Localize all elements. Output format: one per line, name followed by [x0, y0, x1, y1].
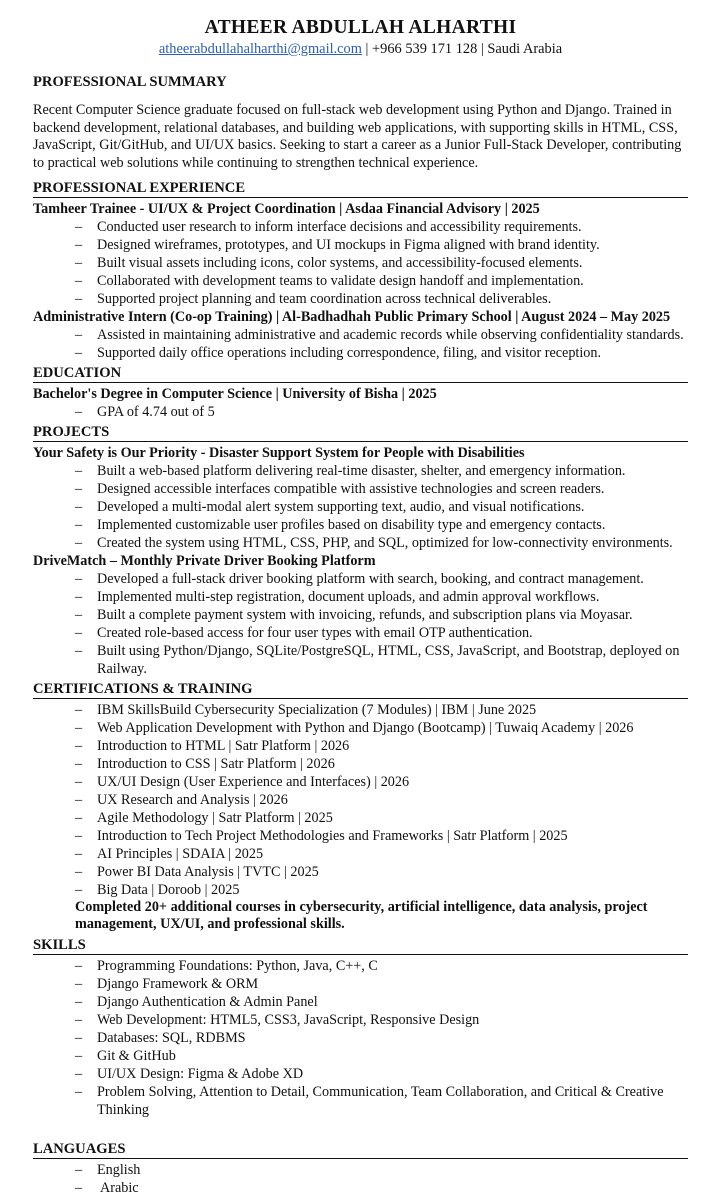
summary-heading: PROFESSIONAL SUMMARY [33, 74, 227, 90]
list-item: – Problem Solving, Attention to Detail, Communication, Team Collaboration, and Critical & Creative Thinking [33, 1083, 688, 1119]
list-item: – Conducted user research to inform interface decisions and accessibility requirements. [33, 218, 688, 236]
job-bullets [33, 218, 688, 308]
projects-section [33, 424, 688, 678]
skills-section [33, 937, 688, 1119]
list-item: – GPA of 4.74 out of 5 [33, 403, 688, 421]
list-item: – Big Data | Doroob | 2025 [33, 881, 688, 899]
list-item: – Django Framework & ORM [33, 975, 688, 993]
list-item: – Introduction to Tech Project Methodologies and Frameworks | Satr Platform | 2025 [33, 827, 688, 845]
list-item: – Built using Python/Django, SQLite/PostgreSQL, HTML, CSS, JavaScript, and Bootstrap, deployed on Railway. [33, 642, 688, 678]
courses-note: Completed 20+ additional courses in cybersecurity, artificial intelligence, data analysis, project management, UX/UI, and professional skills. [75, 899, 648, 933]
list-item: – IBM SkillsBuild Cybersecurity Specialization (7 Modules) | IBM | June 2025 [33, 701, 688, 719]
certification-bullets [33, 701, 688, 899]
list-item: – Web Application Development with Python and Django (Bootcamp) | Tuwaiq Academy | 2026 [33, 719, 688, 737]
list-item: – Implemented customizable user profiles based on disability type and emergency contacts. [33, 516, 688, 534]
resume-name: ATHEER ABDULLAH ALHARTHI [204, 17, 517, 38]
list-item: – English [33, 1161, 688, 1179]
list-item: – Agile Methodology | Satr Platform | 2025 [33, 809, 688, 827]
summary-text: Recent Computer Science graduate focused on full-stack web development using Python and Django. Trained in backend development, relational databases, and building web applications, with supporting skills in HTML, CSS, JavaScript, Git/GitHub, and UI/UX basics. Seeking to start a career as a Junior Full-Stack Developer, contributing to practical web solutions while continuing to strengthen technical experience. [33, 102, 682, 171]
education-heading: EDUCATION [33, 365, 688, 383]
experience-section [33, 180, 688, 362]
contact-details: | +966 539 171 128 | Saudi Arabia [361, 41, 563, 57]
list-item: – Introduction to HTML | Satr Platform | 2026 [33, 737, 688, 755]
list-item: – Web Development: HTML5, CSS3, JavaScript, Responsive Design [33, 1011, 688, 1029]
skills-heading: SKILLS [33, 937, 688, 955]
list-item: – Assisted in maintaining administrative and academic records while observing confidentiality standards. [33, 326, 688, 344]
skills-bullets [33, 957, 688, 1119]
list-item: – Created the system using HTML, CSS, PHP, and SQL, optimized for low-connectivity environments. [33, 534, 688, 552]
list-item: – Django Authentication & Admin Panel [33, 993, 688, 1011]
list-item: – Collaborated with development teams to validate design handoff and implementation. [33, 272, 688, 290]
list-item: – Git & GitHub [33, 1047, 688, 1065]
list-item: – Programming Foundations: Python, Java, C++, C [33, 957, 688, 975]
languages-bullets [33, 1161, 688, 1197]
project-bullets [33, 570, 688, 678]
job-title: Administrative Intern (Co-op Training) | Al-Badhadhah Public Primary School | August 2024 – May 2025 [33, 309, 671, 326]
languages-section [33, 1141, 688, 1197]
languages-heading: LANGUAGES [33, 1141, 688, 1159]
list-item: – Power BI Data Analysis | TVTC | 2025 [33, 863, 688, 881]
list-item: – AI Principles | SDAIA | 2025 [33, 845, 688, 863]
list-item: – Introduction to CSS | Satr Platform | 2026 [33, 755, 688, 773]
contact-line [33, 40, 688, 58]
projects-heading: PROJECTS [33, 424, 688, 442]
education-bullets [33, 403, 688, 421]
list-item: – Arabic [33, 1179, 688, 1197]
list-item: – Designed accessible interfaces compatible with assistive technologies and screen readers. [33, 480, 688, 498]
job-title: Tamheer Trainee - UI/UX & Project Coordination | Asdaa Financial Advisory | 2025 [33, 201, 540, 218]
list-item: – Developed a multi-modal alert system supporting text, audio, and visual notifications. [33, 498, 688, 516]
list-item: – UX/UI Design (User Experience and Interfaces) | 2026 [33, 773, 688, 791]
list-item: – UI/UX Design: Figma & Adobe XD [33, 1065, 688, 1083]
list-item: – Supported project planning and team coordination across technical deliverables. [33, 290, 688, 308]
list-item: – Developed a full-stack driver booking platform with search, booking, and contract management. [33, 570, 688, 588]
project-bullets [33, 462, 688, 552]
project-title: DriveMatch – Monthly Private Driver Booking Platform [33, 553, 376, 570]
list-item: – Built a complete payment system with invoicing, refunds, and subscription plans via Moyasar. [33, 606, 688, 624]
email-link[interactable]: atheerabdullahalharthi@gmail.com [158, 41, 362, 57]
list-item: – Databases: SQL, RDBMS [33, 1029, 688, 1047]
list-item: – Designed wireframes, prototypes, and UI mockups in Figma aligned with brand identity. [33, 236, 688, 254]
list-item: – Built a web-based platform delivering real-time disaster, shelter, and emergency information. [33, 462, 688, 480]
job-bullets [33, 326, 688, 362]
list-item: – UX Research and Analysis | 2026 [33, 791, 688, 809]
education-section [33, 365, 688, 421]
list-item: – Supported daily office operations including correspondence, filing, and visitor reception. [33, 344, 688, 362]
list-item: – Created role-based access for four user types with email OTP authentication. [33, 624, 688, 642]
summary-section [33, 74, 688, 172]
degree-title: Bachelor's Degree in Computer Science | University of Bisha | 2025 [33, 386, 437, 403]
certifications-section [33, 681, 688, 933]
list-item: – Built visual assets including icons, color systems, and accessibility-focused elements. [33, 254, 688, 272]
list-item: – Implemented multi-step registration, document uploads, and admin approval workflows. [33, 588, 688, 606]
experience-heading: PROFESSIONAL EXPERIENCE [33, 180, 688, 198]
project-title: Your Safety is Our Priority - Disaster Support System for People with Disabilities [33, 445, 525, 462]
certifications-heading: CERTIFICATIONS & TRAINING [33, 681, 688, 699]
